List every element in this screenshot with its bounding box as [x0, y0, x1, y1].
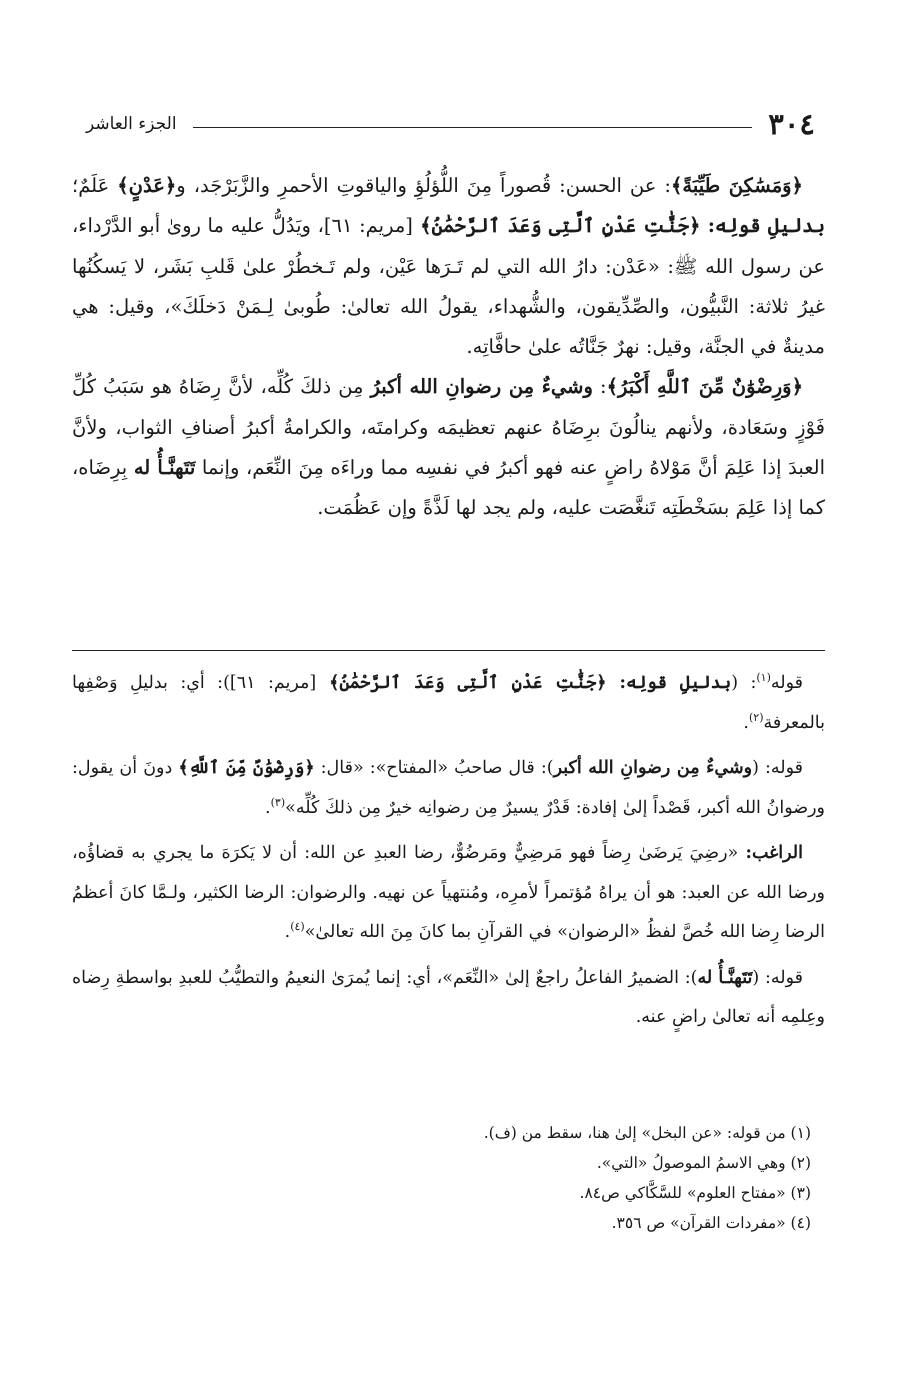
- page-number: ٣٠٤: [768, 107, 815, 141]
- bold-lemma: بدليلِ قولِه:: [707, 214, 825, 238]
- bold-lemma: الراغب:: [745, 843, 803, 863]
- footnotes: [200, 1118, 811, 1238]
- text-run: [مريم: ٦١]): أي: بدليلِ وَصْفِها بالمعرفة: [72, 673, 825, 733]
- footnote-ref[interactable]: (٢): [748, 710, 764, 724]
- text-run: .: [265, 797, 271, 818]
- bold-lemma: تَتَهنَّـأُ له: [697, 967, 753, 988]
- main-text: [72, 166, 825, 529]
- bold-lemma: تَتَهنَّـأُ له: [133, 456, 196, 480]
- text-run: .: [284, 922, 291, 942]
- footnote-4: (٤) «مفردات القرآن» ص ٣٥٦.: [611, 1214, 811, 1232]
- text-run: .: [743, 712, 749, 733]
- footnote-ref[interactable]: (٤): [290, 920, 305, 934]
- bold-lemma: وشيءٌ مِن رضوانِ الله أكبرُ: [370, 375, 593, 399]
- text-run: مِن ذلكَ كُلِّه، لأنَّ رِضَاهُ هو سَبَبُ كُلِّ فَوْزٍ وسَعَادة، ولأنهم ينالُونَ برِضَاهُ عنهم تعظيمَه وكرامتَه، والكرامةُ أكبرُ أصنافِ الثواب، ولأنَّ العبدَ إذا عَلِمَ أنَّ مَوْلاهُ راضٍ عنه فهو أكبرُ في نفسِه مما وراءَه مِنَ النِّعَم، وإنما: [72, 375, 825, 480]
- page-header: [86, 104, 815, 144]
- footnote-2: (٢) وهي الاسمُ الموصولُ «التي».: [596, 1154, 811, 1172]
- text-run: قوله: [770, 673, 803, 693]
- text-run: : عن الحسن: قُصوراً مِنَ اللُّؤلُؤِ والياقوتِ الأحمرِ والزَّبَرْجَد، و: [176, 174, 671, 197]
- text-run: [مريم: ٦١]، ويَدُلُّ عليه ما روىٰ أبو الدَّرْداء، عن رسول الله ﷺ: «عَدْن: دارُ الله التي لم تَـرَها عَيْن، ولم تَـخطُرْ علىٰ قَلبِ بَشَر، لا يَسكُنُها غيرُ ثلاثة: النَّبيُّون، والصِّدِّيقون، والشُّهداء، يقولُ الله تعالىٰ: طُوبىٰ لِـمَنْ دَخلَكَ»، وقيل: هي مدينةٌ في الجنَّة، وقيل: نهرٌ جَنَّاتُه علىٰ حافَّاتِه.: [72, 214, 825, 359]
- quran-verse: ﴿جَنَّٰتِ عَدْنٍ ٱلَّتِى وَعَدَ ٱلرَّحْمَٰنُ﴾: [412, 214, 708, 238]
- quran-verse: ﴿وَرِضْوَٰنٌ مِّنَ ٱللَّهِ أَكْبَرُ﴾: [606, 375, 804, 399]
- quran-verse: ﴿وَرِضْوَٰنٌ مِّنَ ٱللَّهِ﴾: [178, 758, 315, 778]
- text-run: :: [592, 375, 607, 399]
- text-run: ): قال صاحبُ «المفتاح»: «قال:: [314, 758, 554, 778]
- header-rule: [193, 127, 753, 128]
- quran-verse: ﴿وَمَسَٰكِنَ طَيِّبَةً﴾: [670, 174, 803, 197]
- quran-verse: ﴿جَنَّٰتِ عَدْنٍ ٱلَّتِى وَعَدَ ٱلرَّحْمَٰنُ﴾: [316, 673, 620, 693]
- footnote-ref[interactable]: (١): [756, 671, 771, 685]
- commentary-paragraph-3: [72, 834, 825, 953]
- footnote-3: (٣) «مفتاح العلوم» للسَّكَّاكي ص٨٤.: [579, 1184, 811, 1202]
- footnote-1: (١) من قوله: «عن البخل» إلىٰ هنا، سقط من (ف).: [483, 1124, 811, 1142]
- text-run: قوله: (: [752, 758, 804, 778]
- commentary-paragraph-2: [72, 749, 825, 828]
- text-run: «رضِيَ يَرضَىٰ رِضاً فهو مَرضِيٌّ ومَرضُوٌّ، رضا العبدِ عن الله: أن لا يَكرَهَ ما يجري به قضاؤُه، ورضا الله عن العبد: هو أن يراهُ مُؤتمراً لأمرِه، ومُنتهياً عن نهيه. والرضوان: الرضا الكثير، ولـمَّا كانَ أعظمُ الرضا رِضا الله خُصَّ لفظُ «الرضوان» في القرآنِ بما كانَ مِنَ الله تعالىٰ»: [72, 843, 825, 942]
- bold-lemma: وشيءٌ مِن رضوانِ الله أكبر: [553, 758, 753, 778]
- commentary-paragraph-4: [72, 959, 825, 1038]
- text-run: ): الضميرُ الفاعلُ راجعٌ إلىٰ «النِّعَم»، أي: إنما يُمرَىٰ النعيمُ والتطيُّبُ للعبدِ بواسطةِ رِضاه وعِلمِه أنه تعالىٰ راضٍ عنه.: [72, 967, 825, 1027]
- main-paragraph-1: [72, 166, 825, 367]
- text-commentary-divider: [72, 650, 825, 651]
- text-run: دونَ أن يقول: ورضوانُ الله أكبر، قَصْداً إلىٰ إفادة: قَدْرٌ يسيرٌ مِن رضوانِه خيرٌ مِن ذلكَ كُلِّه»: [72, 758, 825, 818]
- main-paragraph-2: [72, 367, 825, 528]
- text-run: : (: [731, 673, 757, 693]
- commentary: [72, 664, 825, 1044]
- bold-lemma: بدليلِ قولِه:: [619, 673, 732, 693]
- footnote-ref[interactable]: (٣): [270, 795, 286, 809]
- running-title: الجزء العاشر: [86, 114, 177, 134]
- quran-verse: ﴿عَدْنٍ﴾: [117, 174, 177, 197]
- text-run: عَلَمٌ؛: [72, 174, 118, 197]
- text-run: بِرِضَاه، كما إذا عَلِمَ بسَخْطَتِه تَنغَّصَت عليه، ولم يجد لها لَذَّةً وإن عَظُمَت.: [72, 456, 825, 520]
- commentary-paragraph-1: [72, 664, 825, 743]
- text-run: قوله: (: [752, 967, 803, 988]
